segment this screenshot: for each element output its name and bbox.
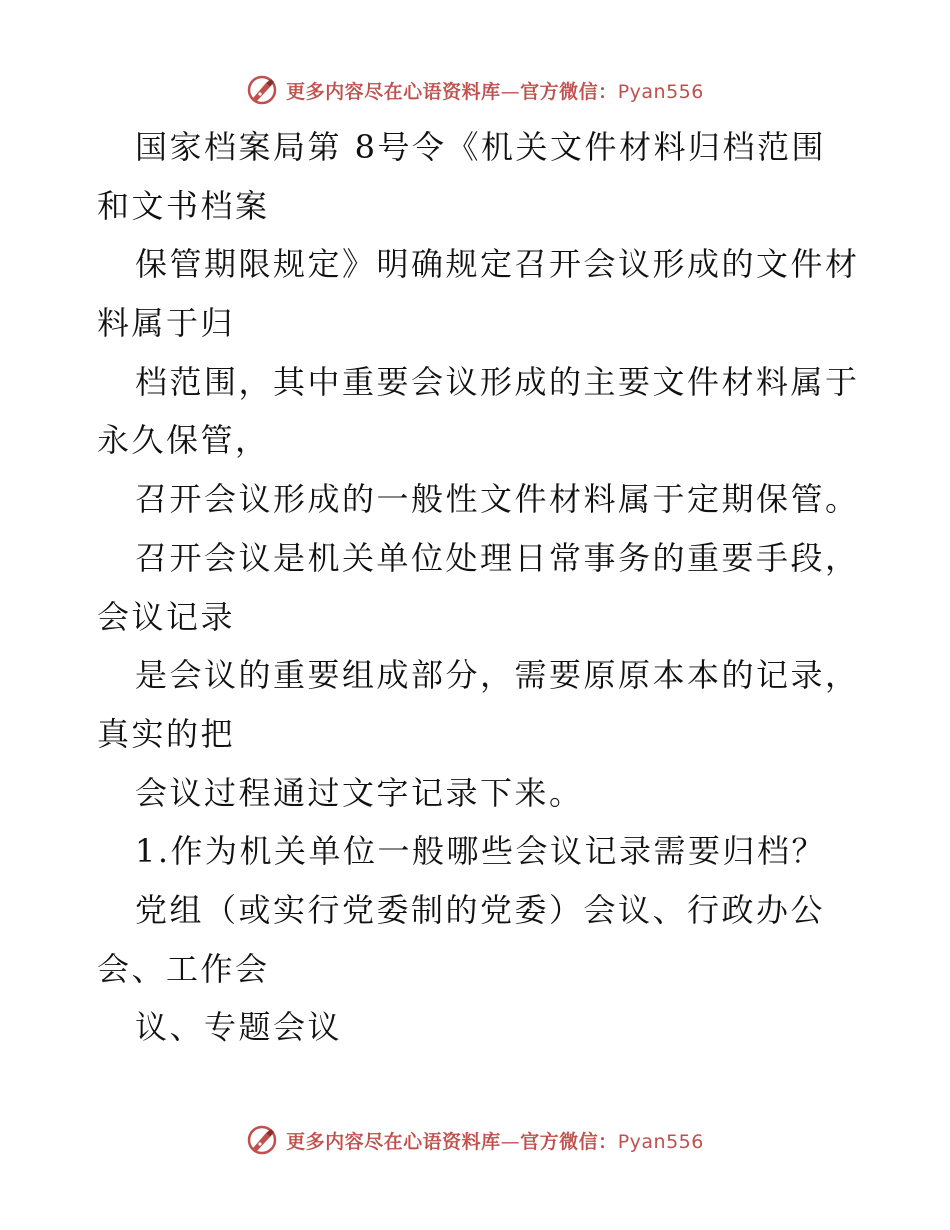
banner-dash: — xyxy=(500,80,521,103)
banner-dash: — xyxy=(500,1130,521,1153)
pen-nib-logo-icon xyxy=(246,74,278,106)
text-line: 是会议的重要组成部分，需要原原本本的记录， xyxy=(135,656,860,695)
text-line: 党组（或实行党委制的党委）会议、行政办公 xyxy=(135,890,826,929)
text-line: 永久保管， xyxy=(97,421,270,460)
text-line: 保管期限规定》明确规定召开会议形成的文件材 xyxy=(135,245,860,284)
header-banner xyxy=(0,70,950,110)
footer-banner xyxy=(0,1120,950,1160)
text-line: 会、工作会 xyxy=(97,949,270,988)
text-line: 议、专题会议 xyxy=(135,1008,343,1047)
text-line: 会议记录 xyxy=(97,597,236,636)
text-line: 召开会议是机关单位处理日常事务的重要手段， xyxy=(135,538,860,577)
text-line: 和文书档案 xyxy=(97,186,270,225)
text-line: 国家档案局第 8号令《机关文件材料归档范围 xyxy=(135,128,827,166)
banner-lead-text: 更多内容尽在心语资料库 xyxy=(286,80,501,103)
text-line: 真实的把 xyxy=(97,714,236,753)
document-body xyxy=(97,118,897,1057)
text-line: 会议过程通过文字记录下来。 xyxy=(135,773,584,812)
banner-wechat-id: Pyan556 xyxy=(617,1130,704,1153)
banner-wechat-label: 官方微信： xyxy=(520,1130,618,1153)
text-line: 1.作为机关单位一般哪些会议记录需要归档？ xyxy=(135,832,827,871)
text-line: 召开会议形成的一般性文件材料属于定期保管。 xyxy=(135,480,860,519)
text-line: 档范围，其中重要会议形成的主要文件材料属于 xyxy=(135,362,860,401)
banner-wechat-id: Pyan556 xyxy=(617,80,704,103)
banner-wechat-label: 官方微信： xyxy=(520,80,618,103)
pen-nib-logo-icon xyxy=(246,1124,278,1156)
banner-lead-text: 更多内容尽在心语资料库 xyxy=(286,1130,501,1153)
text-line: 料属于归 xyxy=(97,304,236,343)
